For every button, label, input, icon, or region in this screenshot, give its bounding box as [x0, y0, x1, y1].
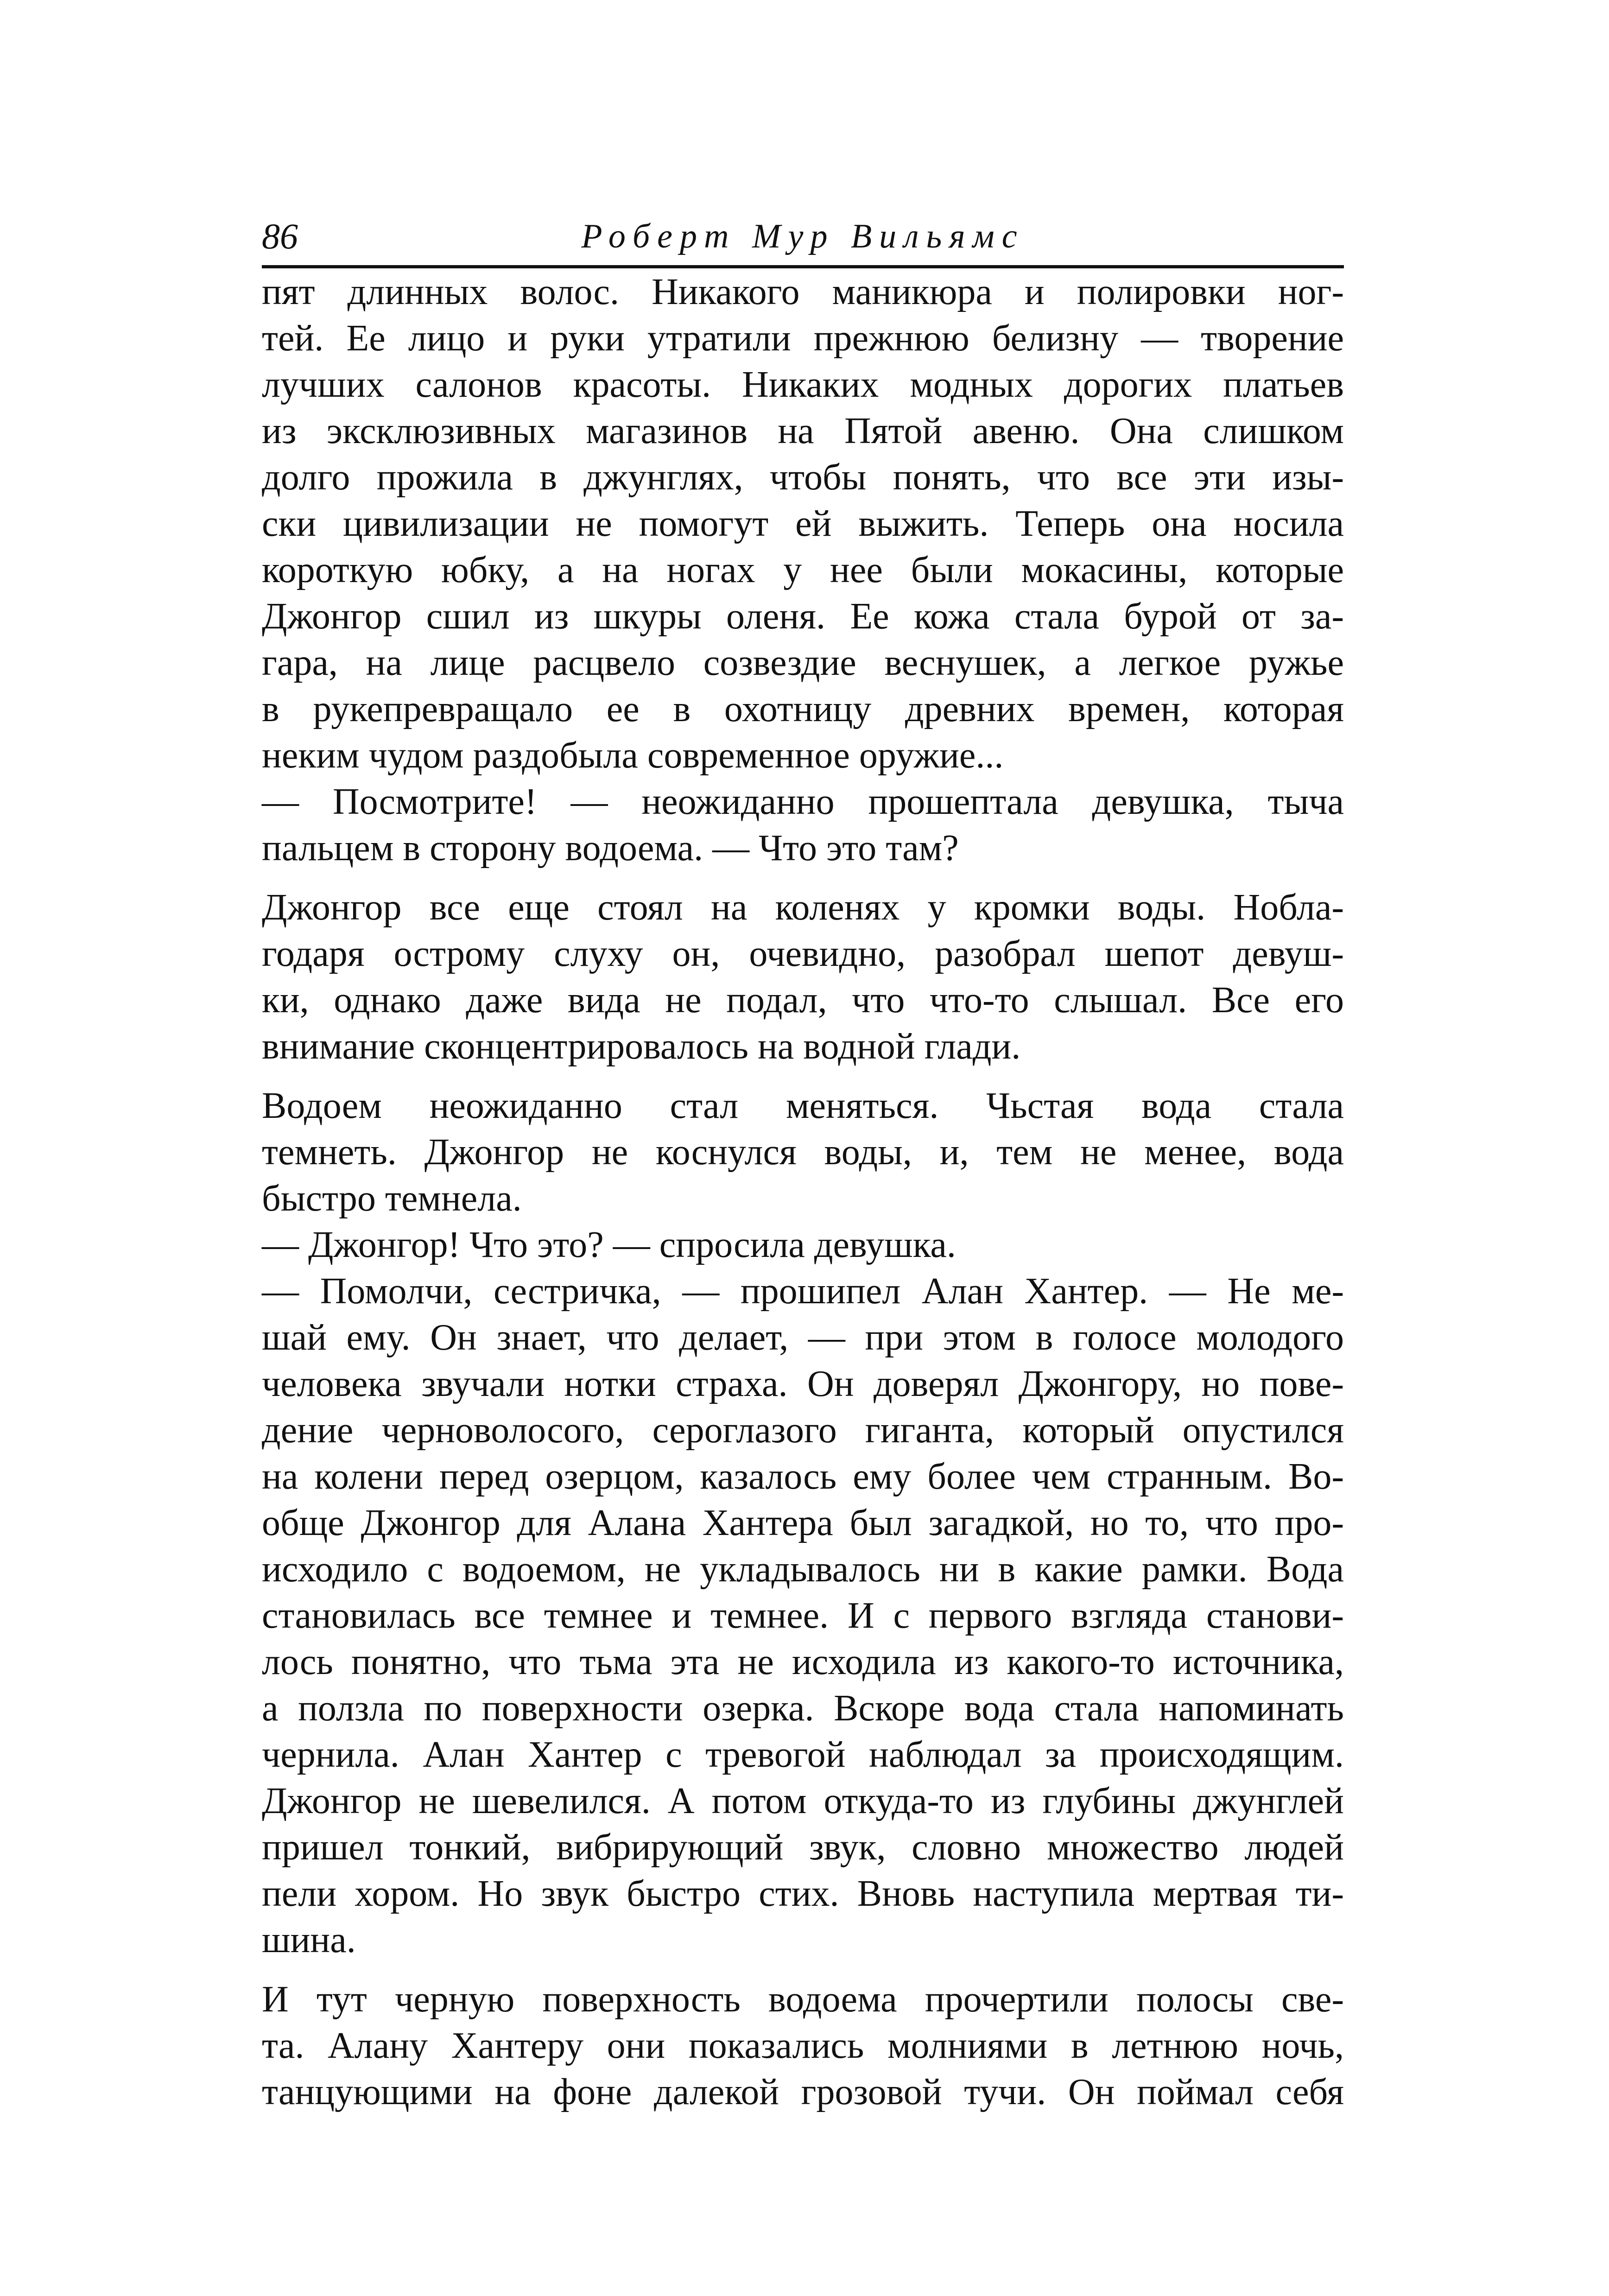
text-line: неким чудом раздобыла современное оружие...: [262, 735, 1004, 776]
text-line: короткую юбку, а на ногах у нее были мокасины, которые: [262, 550, 1344, 590]
text-line: в рукепревращало ее в охотницу древних времен, которая: [262, 689, 1344, 729]
text-line: ски цивилизации не помогут ей выжить. Теперь она носила: [262, 503, 1344, 544]
text-line: человека звучали нотки страха. Он доверял Джонгору, но пове-: [262, 1364, 1344, 1404]
text-line: шай ему. Он знает, что делает, — при этом в голосе молодого: [262, 1317, 1344, 1358]
page-number: 86: [262, 216, 298, 256]
text-line: Джонгор сшил из шкуры оленя. Ее кожа стала бурой от за-: [262, 596, 1344, 637]
text-line: тей. Ее лицо и руки утратили прежнюю белизну — творение: [262, 318, 1344, 359]
text-line: гара, на лице расцвело созвездие веснушек, а легкое ружье: [262, 642, 1344, 683]
text-line: лучших салонов красоты. Никаких модных дорогих платьев: [262, 364, 1344, 405]
text-line: шина.: [262, 1920, 356, 1960]
text-line: годаря острому слуху он, очевидно, разобрал шепот девуш-: [262, 933, 1344, 974]
text-line: из эксклюзивных магазинов на Пятой авеню. Она слишком: [262, 411, 1344, 451]
text-line: становилась все темнее и темнее. И с первого взгляда станови-: [262, 1595, 1344, 1636]
text-line: а ползла по поверхности озерка. Вскоре вода стала напоминать: [262, 1688, 1344, 1729]
text-line: исходило с водоемом, не укладывалось ни в какие рамки. Вода: [262, 1549, 1344, 1590]
text-line: — Посмотрите! — неожиданно прошептала девушка, тыча: [262, 781, 1344, 822]
text-line: лось понятно, что тьма эта не исходила из какого-то источника,: [262, 1642, 1344, 1682]
text-line: темнеть. Джонгор не коснулся воды, и, тем не менее, вода: [262, 1132, 1344, 1173]
running-head: [262, 211, 1344, 262]
header-rule: [262, 265, 1344, 268]
text-line: обще Джонгор для Алана Хантера был загадкой, но то, что про-: [262, 1503, 1344, 1543]
text-line: на колени перед озерцом, казалось ему более чем странным. Во-: [262, 1456, 1344, 1497]
text-line: танцующими на фоне далекой грозовой тучи. Он поймал себя: [262, 2072, 1344, 2112]
text-line: пели хором. Но звук быстро стих. Вновь наступила мертвая ти-: [262, 1873, 1344, 1914]
text-line: дение черноволосого, сероглазого гиганта, который опустился: [262, 1410, 1344, 1451]
text-line: пришел тонкий, вибрирующий звук, словно множество людей: [262, 1827, 1344, 1868]
text-line: И тут черную поверхность водоема прочертили полосы све-: [262, 1979, 1344, 2020]
text-line: — Помолчи, сестричка, — прошипел Алан Хантер. — Не ме-: [262, 1271, 1344, 1312]
text-line: — Джонгор! Что это? — спросила девушка.: [262, 1224, 956, 1265]
text-line: долго прожила в джунглях, чтобы понять, что все эти изы-: [262, 457, 1344, 498]
text-line: Водоем неожиданно стал меняться. Чьстая вода стала: [262, 1085, 1344, 1126]
text-line: пальцем в сторону водоема. — Что это там?: [262, 828, 959, 869]
text-line: пят длинных волос. Никакого маникюра и полировки ног-: [262, 272, 1344, 312]
body-text: [262, 269, 1344, 2115]
text-line: та. Алану Хантеру они показались молниями в летнюю ночь,: [262, 2025, 1344, 2066]
text-line: чернила. Алан Хантер с тревогой наблюдал за происходящим.: [262, 1734, 1344, 1775]
text-line: ки, однако даже вида не подал, что что-то слышал. Все его: [262, 980, 1344, 1021]
text-line: быстро темнела.: [262, 1178, 522, 1219]
text-line: Джонгор не шевелился. А потом откуда-то из глубины джунглей: [262, 1781, 1344, 1821]
text-line: Джонгор все еще стоял на коленях у кромки воды. Нобла-: [262, 887, 1344, 928]
text-line: внимание сконцентрировалось на водной глади.: [262, 1026, 1021, 1067]
running-title: Роберт Мур Вильямс: [581, 217, 1025, 255]
